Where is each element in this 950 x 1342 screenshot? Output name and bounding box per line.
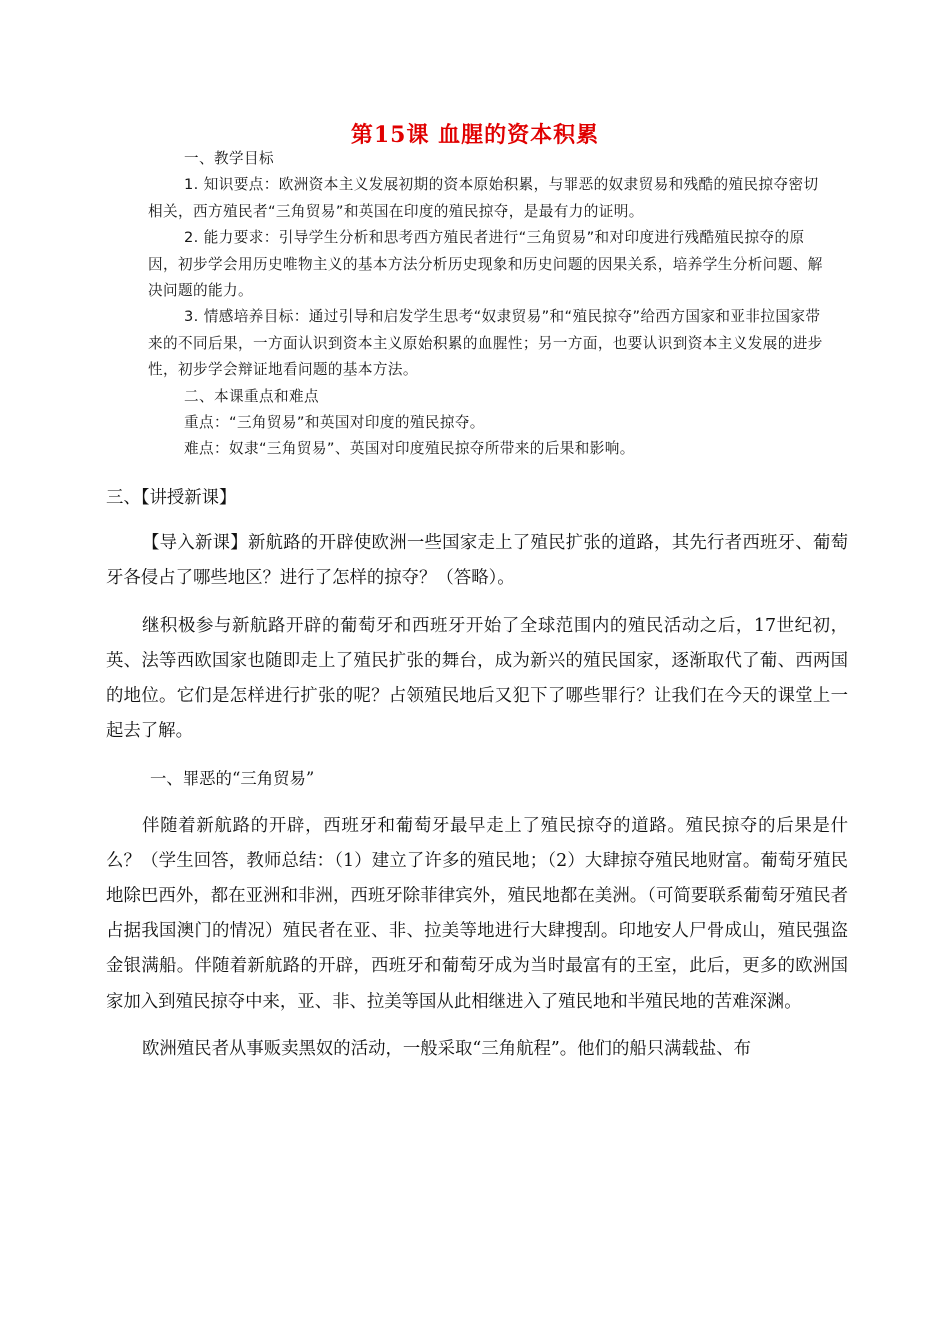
paragraph: 伴随着新航路的开辟，西班牙和葡萄牙最早走上了殖民掠夺的道路。殖民掠夺的后果是什么？（学生回答，教师总结：（1）建立了许多的殖民地；（2）大肆掠夺殖民地财富。葡萄牙殖民地除巴西外，都在亚洲和非洲，西班牙除菲律宾外，殖民地都在美洲。（可简要联系葡萄牙殖民者占据我国澳门的情况）殖民者在亚、非、拉美等地进行大肆搜刮。印地安人尸骨成山，殖民强盗金银满船。伴随着新航路的开辟，西班牙和葡萄牙成为当时最富有的王室，此后，更多的欧洲国家加入到殖民掠夺中来，亚、非、拉美等国从此相继进入了殖民地和半殖民地的苦难深渊。 — [106, 815, 848, 1012]
section-heading: 三、【讲授新课】 — [106, 488, 237, 508]
objective-emotion: 3. 情感培养目标：通过引导和启发学生思考“奴隶贸易”和“殖民掠夺”给西方国家和亚非拉国家带来的不同后果，一方面认识到资本主义原始积累的血腥性；另一方面，也要认识到资本主义发展的进步性，初步学会辩证地看问题的基本方法。 — [148, 308, 823, 379]
objective-knowledge: 1. 知识要点：欧洲资本主义发展初期的资本原始积累，与罪恶的奴隶贸易和残酷的殖民掠夺密切相关，西方殖民者“三角贸易”和英国在印度的殖民掠夺，是最有力的证明。 — [148, 176, 819, 220]
lesson-body — [106, 481, 848, 1067]
paragraph: 继积极参与新航路开辟的葡萄牙和西班牙开始了全球范围内的殖民活动之后，17世纪初，英、法等西欧国家也随即走上了殖民扩张的舞台，成为新兴的殖民国家，逐渐取代了葡、西两国的地位。它们是怎样进行扩张的呢？占领殖民地后又犯下了哪些罪行？让我们在今天的课堂上一起去了解。 — [106, 615, 848, 742]
intro-paragraph: 【导入新课】新航路的开辟使欧洲一些国家走上了殖民扩张的道路，其先行者西班牙、葡萄牙各侵占了哪些地区？进行了怎样的掠夺？（答略）。 — [106, 533, 848, 589]
key-points-heading: 二、本课重点和难点 — [184, 387, 319, 405]
difficult-point: 难点：奴隶“三角贸易”、英国对印度殖民掠夺所带来的后果和影响。 — [184, 440, 635, 458]
lesson-title: 第15课 血腥的资本积累 — [350, 122, 600, 148]
objectives-heading: 一、教学目标 — [184, 150, 274, 167]
subsection-heading: 一、罪恶的“三角贸易” — [150, 769, 315, 789]
paragraph: 欧洲殖民者从事贩卖黑奴的活动，一般采取“三角航程”。他们的船只满载盐、布 — [142, 1038, 752, 1059]
objective-ability: 2. 能力要求：引导学生分析和思考西方殖民者进行“三角贸易”和对印度进行残酷殖民掠夺的原因，初步学会用历史唯物主义的基本方法分析历史现象和历史问题的因果关系，培养学生分析问题、解决问题的能力。 — [148, 229, 823, 300]
objectives-scanned-block — [148, 146, 828, 463]
key-point: 重点：“三角贸易”和英国对印度的殖民掠夺。 — [184, 414, 485, 432]
